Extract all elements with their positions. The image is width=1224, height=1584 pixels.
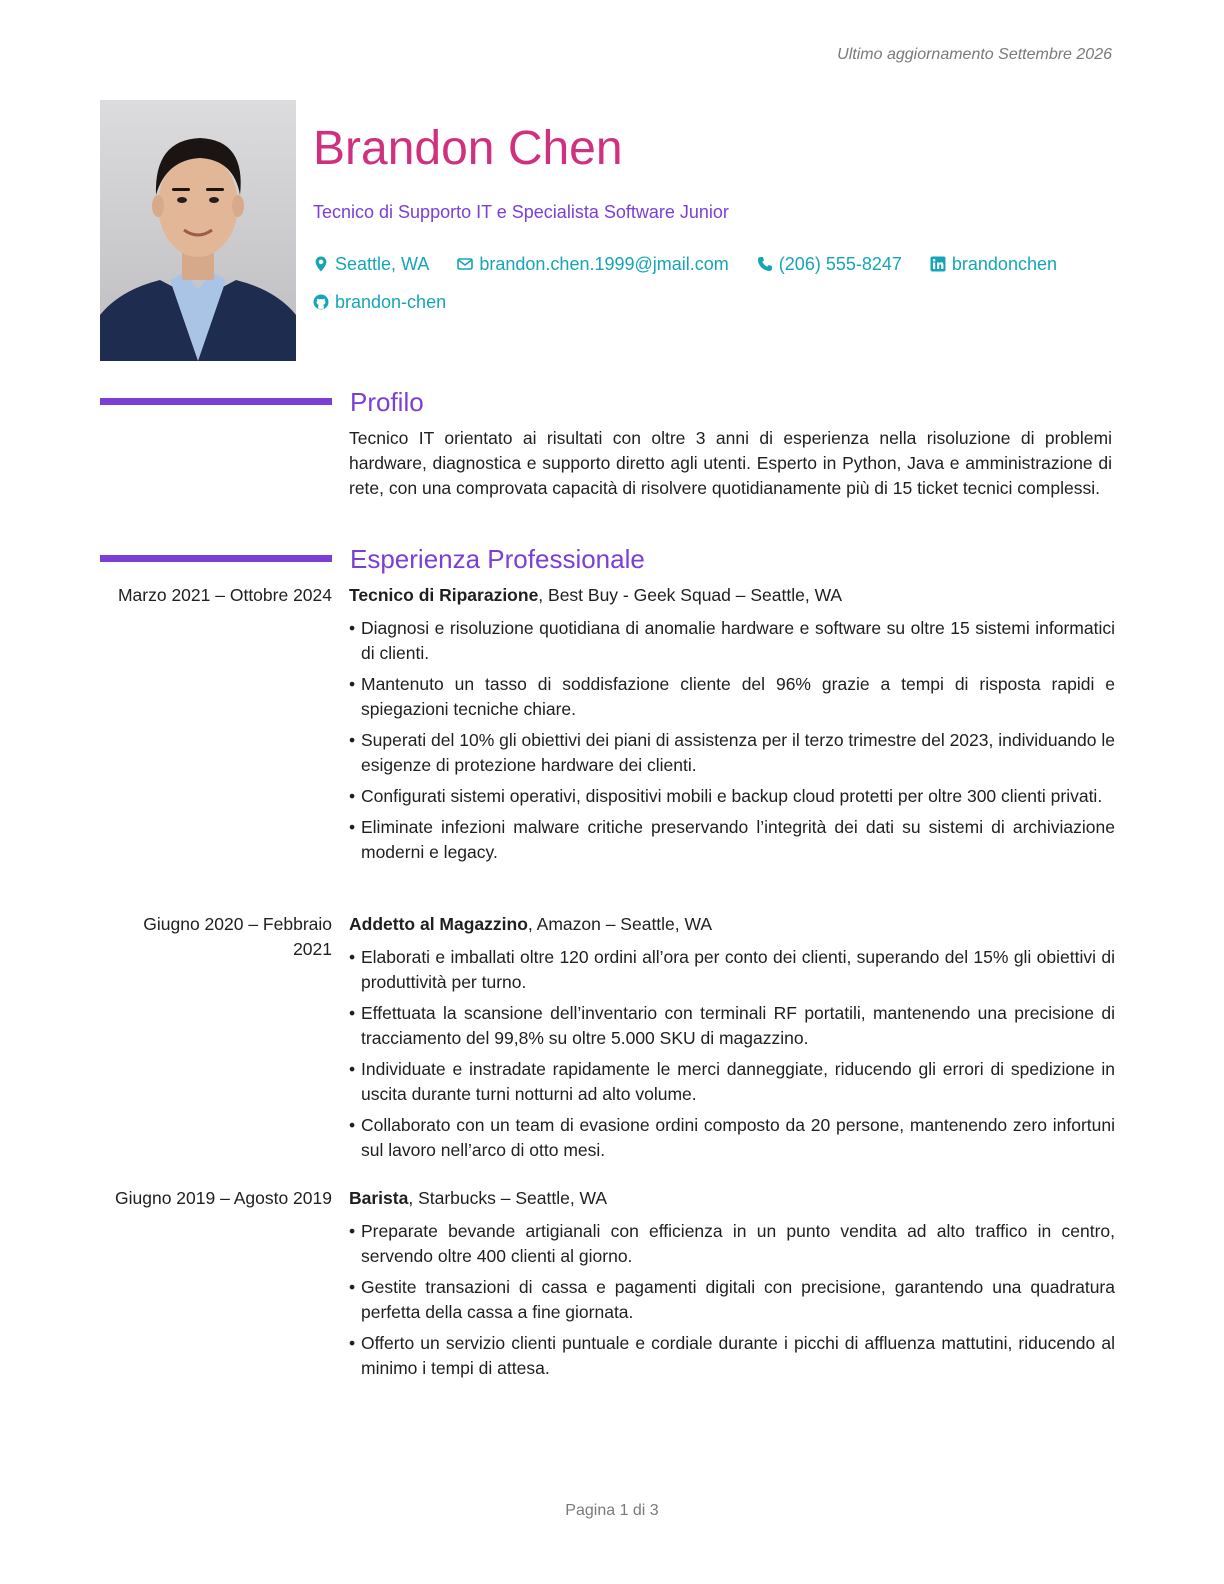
bullet-item: • Mantenuto un tasso di soddisfazione cliente del 96% grazie a tempi di risposta rapidi e spiegazioni tecniche chiare. <box>349 672 1115 722</box>
entry-heading <box>349 583 1117 608</box>
entry-company: , Best Buy - Geek Squad – Seattle, WA <box>538 585 843 605</box>
candidate-tagline: Tecnico di Supporto IT e Specialista Software Junior <box>313 201 729 222</box>
contact-email-text[interactable]: brandon.chen.1999@jmail.com <box>479 253 729 274</box>
bullet-item: • Collaborato con un team di evasione ordini composto da 20 persone, mantenendo zero infortuni sul lavoro nell’arco di otto mesi. <box>349 1113 1115 1163</box>
bullet-item: • Elaborati e imballati oltre 120 ordini all’ora per conto dei clienti, superando del 15% gli obiettivi di produttività per turno. <box>349 945 1115 995</box>
page-number: Pagina 1 di 3 <box>565 1502 659 1519</box>
entry-dates: Giugno 2020 – Febbraio 2021 <box>143 914 332 959</box>
bullet-item: • Superati del 10% gli obiettivi dei piani di assistenza per il terzo trimestre del 2023, individuando le esigenze di protezione hardware dei clienti. <box>349 728 1115 778</box>
entry-dates: Giugno 2019 – Agosto 2019 <box>115 1188 332 1208</box>
phone-icon <box>757 256 773 272</box>
entry-company: , Amazon – Seattle, WA <box>527 914 713 934</box>
contact-github[interactable] <box>313 291 446 313</box>
entry-company: , Starbucks – Seattle, WA <box>408 1188 608 1208</box>
bullet-item: • Preparate bevande artigianali con efficienza in un punto vendita ad alto traffico in centro, servendo oltre 400 clienti al giorno. <box>349 1219 1115 1269</box>
experience-section <box>100 543 1116 583</box>
entry-bullets <box>349 1219 1115 1387</box>
profile-summary: Tecnico IT orientato ai risultati con oltre 3 anni di esperienza nella risoluzione di problemi hardware, diagnostica e supporto diretto agli utenti. Esperto in Python, Java e amministrazione di rete, con una comprovata capacità di risolvere quotidianamente più di 15 ticket tecnici complessi. <box>349 428 1112 498</box>
bullet-item: • Gestite transazioni di cassa e pagamenti digitali con precisione, garantendo una quadratura perfetta della cassa a fine giornata. <box>349 1275 1115 1325</box>
linkedin-icon <box>930 256 946 272</box>
profile-section <box>100 386 1116 426</box>
entry-heading <box>349 1186 1117 1211</box>
entry-role: Barista <box>349 1188 409 1208</box>
bullet-item: • Individuate e instradate rapidamente le merci danneggiate, riducendo gli errori di spedizione in uscita durante turni notturni ad alto volume. <box>349 1057 1115 1107</box>
contact-phone[interactable] <box>757 253 902 275</box>
contact-location-text: Seattle, WA <box>335 253 430 274</box>
portrait-illustration <box>100 100 296 361</box>
last-updated-note: Ultimo aggiornamento Settembre 2026 <box>837 46 1112 63</box>
entry-role: Addetto al Magazzino <box>349 914 528 934</box>
github-icon <box>313 294 329 310</box>
entry-bullets <box>349 616 1115 871</box>
profile-photo <box>100 100 296 361</box>
entry-role: Tecnico di Riparazione <box>349 585 539 605</box>
bullet-item: • Effettuata la scansione dell’inventario con terminali RF portatili, mantenendo una precisione di tracciamento del 99,8% su oltre 5.000 SKU di magazzino. <box>349 1001 1115 1051</box>
candidate-name: Brandon Chen <box>313 122 623 175</box>
section-title-experience: Esperienza Professionale <box>350 544 645 574</box>
contact-list <box>313 253 1103 313</box>
bullet-item: • Offerto un servizio clienti puntuale e cordiale durante i picchi di affluenza mattutini, riducendo al minimo i tempi di attesa. <box>349 1331 1115 1381</box>
contact-linkedin-text[interactable]: brandonchen <box>951 253 1057 274</box>
entry-bullets <box>349 945 1115 1169</box>
contact-location <box>313 253 429 275</box>
section-bar <box>100 555 332 562</box>
map-pin-icon <box>313 256 329 272</box>
resume-header <box>313 120 1113 313</box>
bullet-item: • Configurati sistemi operativi, dispositivi mobili e backup cloud protetti per oltre 300 clienti privati. <box>349 784 1115 809</box>
bullet-item: • Diagnosi e risoluzione quotidiana di anomalie hardware e software su oltre 15 sistemi informatici di clienti. <box>349 616 1115 666</box>
section-bar <box>100 398 332 405</box>
contact-phone-text[interactable]: (206) 555-8247 <box>778 253 902 274</box>
contact-github-text[interactable]: brandon-chen <box>335 291 447 312</box>
contact-linkedin[interactable] <box>930 253 1057 275</box>
section-title-profile: Profilo <box>350 387 424 417</box>
contact-email[interactable] <box>457 253 728 275</box>
envelope-icon <box>457 256 473 272</box>
entry-heading <box>349 912 1117 937</box>
entry-dates: Marzo 2021 – Ottobre 2024 <box>117 585 332 605</box>
bullet-item: • Eliminate infezioni malware critiche preservando l’integrità dei dati su sistemi di archiviazione moderni e legacy. <box>349 815 1115 865</box>
